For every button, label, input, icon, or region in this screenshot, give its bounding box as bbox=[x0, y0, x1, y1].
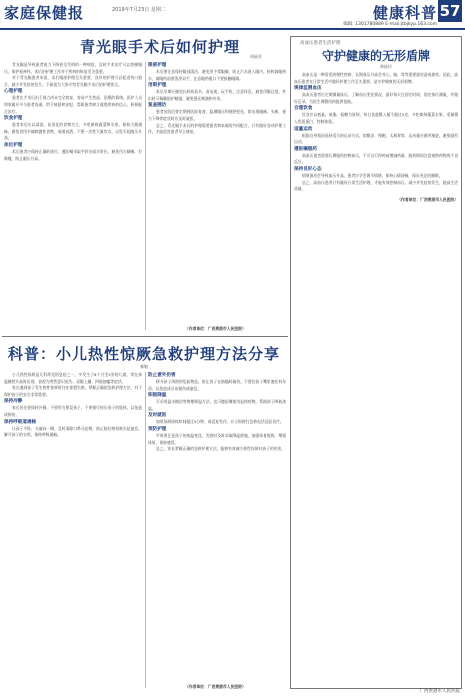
footer-note: 广西贵港市人民医院 bbox=[419, 689, 460, 694]
editor-info: 编辑: 1301780889 E-mail:jtbjkyp.163.com bbox=[343, 22, 437, 27]
article2-title: 守护健康的无形盾牌 bbox=[321, 49, 430, 63]
paragraph: 家长首先要保持冷静，不要用力摇晃孩子，不要强行按压孩子的肢体，以免造成损伤。 bbox=[4, 405, 142, 417]
issue-date: 2019年7月23日 星期二 bbox=[112, 7, 166, 13]
subheading: 积极降温 bbox=[148, 393, 167, 399]
subheading: 体位护理 bbox=[4, 142, 23, 148]
paragraph: 移开孩子周围的危险物品，防止孩子在抽搐时碰伤。不要往孩子嘴里塞任何东西，以免造成牙齿损伤或窒息。 bbox=[148, 379, 286, 391]
paragraph: 术后早期应避免长时间看书、看电视、玩手机，注意休息，避免用眼过度。外出时可佩戴防护眼镜，避免强光刺激和外伤。 bbox=[148, 89, 286, 101]
subheading: 规律监测血压 bbox=[294, 86, 322, 92]
article3-column-2 bbox=[148, 372, 286, 688]
subheading: 预防护理 bbox=[148, 426, 167, 432]
column-divider bbox=[145, 372, 146, 688]
paragraph: 小儿热性惊厥是儿科常见的急症之一，多发生于6个月至5岁的儿童，常在体温骤然升高时出现，表现为突然意识丧失、双眼上翻、四肢抽搐等症状。 bbox=[4, 372, 142, 384]
paragraph: 饮食应以低盐、低脂、低糖为原则，每日食盐摄入量不超过5克，多吃新鲜蔬菜水果，适量摄入优质蛋白，控制体重。 bbox=[294, 112, 458, 124]
paragraph: 平时要注意孩子的体温变化，发热时及时采取降温措施，加强体育锻炼，增强体质，预防感冒。 bbox=[148, 432, 286, 445]
section-title-left: 家庭保健报 bbox=[4, 4, 85, 22]
paragraph: 术后要注意保持眼部清洁，避免用手揉眼睛，防止污水进入眼内。按时滴眼药水，滴眼药前要洗净双手，注意眼药瓶口不要接触眼睛。 bbox=[148, 69, 286, 81]
paragraph: 总之，青光眼手术后的护理需要患者和家属的共同配合，只有做好各项护理工作，才能促进患者早日康复。 bbox=[148, 122, 286, 135]
article1-column-1 bbox=[4, 62, 142, 330]
article1-source: （作者单位：广西贵港市人民医院） bbox=[185, 326, 246, 331]
paragraph: 高血压患者应定期测量血压，了解血压变化情况，最好每天在固定时间、固定体位测量，并做好记录，为医生调整用药提供依据。 bbox=[294, 92, 458, 104]
subheading: 眼部护理 bbox=[148, 63, 167, 68]
paragraph: 患者在手术后由于视力尚未完全恢复，容易产生焦虑、恐惧的情绪。医护人员和家属应多与患者沟通，给予鼓励和安慰，帮助患者树立战胜疾病的信心，积极配合治疗。 bbox=[4, 95, 142, 114]
subheading: 合理饮食 bbox=[294, 106, 313, 112]
masthead-rule bbox=[0, 28, 465, 30]
article2-kicker: 高血压患者生活护理 bbox=[300, 41, 341, 46]
article3-column-1 bbox=[4, 372, 142, 688]
paragraph: 根据自身情况选择适合的运动方式，如散步、慢跑、太极拳等，运动量应循序渐进，避免剧烈运动。 bbox=[294, 132, 458, 145]
subheading: 饮食护理 bbox=[4, 116, 23, 122]
section-title-right: 健康科普 bbox=[372, 4, 437, 22]
paragraph: 高血压患者需要长期服药控制血压，不可自行停药或增减药量，服药期间注意观察药物的不良反应。 bbox=[294, 152, 458, 165]
article3-title: 科普：小儿热性惊厥急救护理方法分享 bbox=[7, 345, 280, 363]
article1-author: 周丽芳 bbox=[250, 54, 262, 59]
article2-body bbox=[294, 72, 458, 686]
page-number: 57 bbox=[439, 2, 461, 20]
subheading: 心理护理 bbox=[4, 89, 23, 95]
subheading: 保持冷静 bbox=[4, 399, 23, 405]
paragraph: 总之，高血压患者只有做好日常生活护理，才能有效控制血压，减少并发症的发生，提高生活质量。 bbox=[294, 179, 458, 192]
article1-column-2 bbox=[148, 62, 286, 330]
paragraph: 患者出院后要定期到医院复查，监测眼压和视野变化，如出现眼痛、头痛、视力下降等症状时应及时就医。 bbox=[148, 109, 286, 121]
subheading: 及时就医 bbox=[148, 413, 167, 419]
article3-author: 黎敏 bbox=[140, 364, 148, 369]
paragraph: 对于青光眼患者来说，术后眼部护理至关重要，良好的护理可以促进伤口愈合，减少并发症的发生。下面就为大家介绍青光眼手术后的护理要点。 bbox=[4, 75, 142, 87]
subheading: 防止意外伤害 bbox=[148, 373, 176, 378]
article1-title: 青光眼手术后如何护理 bbox=[79, 38, 240, 56]
paragraph: 总之，家长掌握正确的急救护理方法，能够有效减少热性惊厥对孩子的伤害。 bbox=[156, 446, 286, 452]
masthead bbox=[0, 0, 465, 30]
paragraph: 家长遇到孩子发生热性惊厥时往往惊慌失措，掌握正确的急救护理方法，对于保护孩子的安全非常重要。 bbox=[4, 385, 142, 397]
subheading: 复查随访 bbox=[148, 103, 167, 109]
article2-source: （作者单位：广西贵港市人民医院） bbox=[397, 196, 458, 202]
paragraph: 患者术后应以清淡、易消化的食物为主，多吃新鲜蔬菜和水果，保持大便通畅。避免食用辛辣刺激性食物，戒烟戒酒。不要一次性大量饮水，以免引起眼压升高。 bbox=[4, 122, 142, 141]
paragraph: 高血压是一种常见的慢性疾病，长期血压升高会对心、脑、肾等重要器官造成损害。因此，高血压患者在日常生活中做好护理工作至关重要，是守护健康的无形盾牌。 bbox=[294, 72, 458, 84]
paragraph: 青光眼是导致患者视力下降甚至失明的一种病症，及时手术治疗可以控制眼压，保护视神经。术后的护理工作对于疾病的恢复至关重要。 bbox=[4, 62, 142, 74]
subheading: 用眼护理 bbox=[148, 83, 167, 89]
column-divider bbox=[145, 62, 146, 330]
paragraph: 情绪波动会导致血压升高，患者应学会调节情绪，保持心情舒畅，保证充足的睡眠。 bbox=[302, 172, 443, 178]
paragraph: 可采用温水擦浴等物理降温方法，也可遵医嘱使用退热药物，帮助孩子降低体温。 bbox=[148, 399, 286, 411]
section-rule bbox=[2, 336, 288, 337]
subheading: 保持良好心态 bbox=[294, 166, 322, 172]
subheading: 保持呼吸道通畅 bbox=[4, 419, 37, 425]
subheading: 遵医嘱服药 bbox=[294, 146, 317, 152]
paragraph: 让孩子平卧，头偏向一侧，及时清除口鼻分泌物，防止呕吐物误吸引起窒息。解开孩子的衣领，保持呼吸通畅。 bbox=[4, 425, 142, 438]
paragraph: 术后患者应保持正确的体位，遵医嘱采取平卧位或半卧位，避免用力咳嗽、打喷嚏，防止眼压升高。 bbox=[4, 148, 142, 161]
subheading: 适量运动 bbox=[294, 126, 313, 132]
article2-author: 黄桂玲 bbox=[380, 64, 392, 69]
paragraph: 如果惊厥持续时间超过5分钟，或反复发作，应立即拨打急救电话送医治疗。 bbox=[156, 419, 284, 425]
article3-source: （作者单位：广西贵港市人民医院） bbox=[185, 684, 246, 689]
